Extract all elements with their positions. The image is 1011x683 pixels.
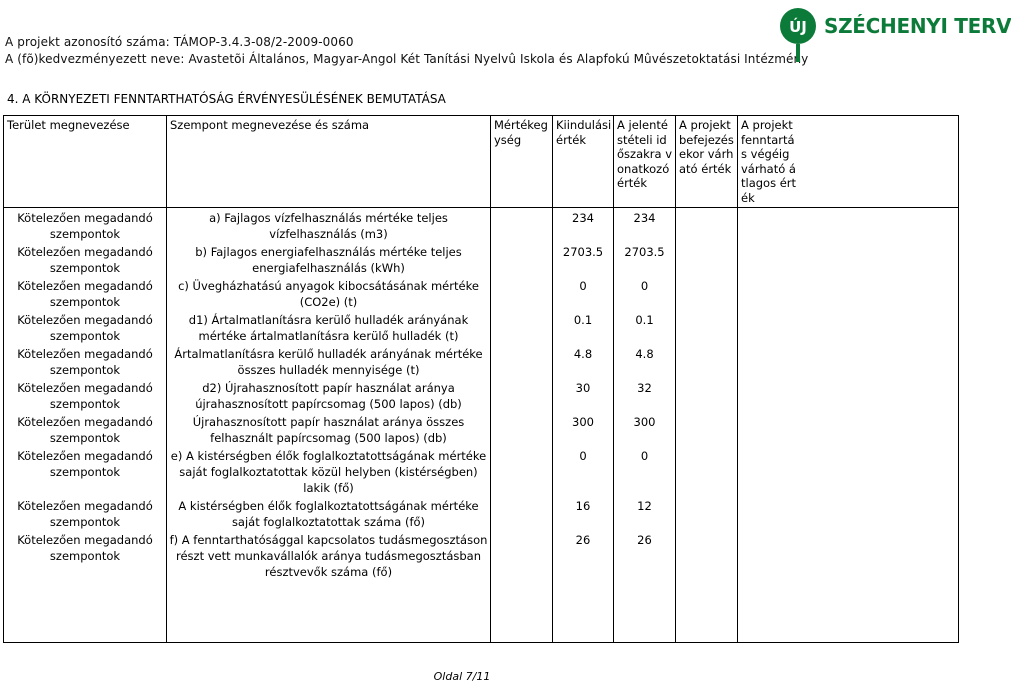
- end-value-cell: [676, 446, 738, 496]
- criterion-cell: b) Fajlagos energiafelhasználás mértéke teljes energiafelhasználás (kWh): [167, 242, 491, 276]
- period-value-cell: 0.1: [614, 310, 676, 344]
- col-header-criterion: Szempont megnevezése és száma: [167, 116, 491, 208]
- col-header-period: A jelentéstételi időszakra vonatkozó érték: [614, 116, 676, 208]
- baseline-value-cell: 16: [553, 496, 614, 530]
- area-cell: Kötelezően megadandó szempontok: [4, 446, 167, 496]
- period-value-cell: 26: [614, 530, 676, 580]
- uj-emblem-icon: [776, 4, 822, 64]
- empty-cell: [491, 580, 553, 643]
- period-value-cell: 300: [614, 412, 676, 446]
- logo-wordmark: SZÉCHENYI TERV: [824, 14, 1011, 38]
- baseline-value-cell: 234: [553, 208, 614, 243]
- col-header-baseline: Kiindulási érték: [553, 116, 614, 208]
- area-cell: Kötelezően megadandó szempontok: [4, 242, 167, 276]
- period-value-cell: 12: [614, 496, 676, 530]
- area-cell: Kötelezően megadandó szempontok: [4, 208, 167, 243]
- period-value-cell: 0: [614, 446, 676, 496]
- criterion-cell: e) A kistérségben élők foglalkoztatottságának mértéke saját foglalkoztatottak közül helyben (kistérségben) lakik (fő): [167, 446, 491, 496]
- baseline-value-cell: 30: [553, 378, 614, 412]
- end-value-cell: [676, 412, 738, 446]
- table-row: [4, 310, 959, 344]
- area-cell: Kötelezően megadandó szempontok: [4, 276, 167, 310]
- page-number: Oldal 7/11: [433, 670, 491, 683]
- col-header-unit: Mértékegység: [491, 116, 553, 208]
- end-value-cell: [676, 310, 738, 344]
- empty-cell: [738, 580, 959, 643]
- table-row: [4, 344, 959, 378]
- period-value-cell: 234: [614, 208, 676, 243]
- empty-cell: [676, 580, 738, 643]
- avg-value-cell: [738, 446, 959, 496]
- criterion-cell: f) A fenntarthatósággal kapcsolatos tudásmegosztáson részt vett munkavállalók aránya tudásmegosztásban résztvevők száma (fő): [167, 530, 491, 580]
- criterion-cell: c) Üvegházhatású anyagok kibocsátásának mértéke (CO2e) (t): [167, 276, 491, 310]
- avg-value-cell: [738, 530, 959, 580]
- unit-cell: [491, 446, 553, 496]
- unit-cell: [491, 310, 553, 344]
- end-value-cell: [676, 496, 738, 530]
- sustainability-table: [3, 115, 959, 643]
- table-row: [4, 530, 959, 580]
- avg-value-cell: [738, 208, 959, 243]
- unit-cell: [491, 412, 553, 446]
- empty-cell: [4, 580, 167, 643]
- unit-cell: [491, 496, 553, 530]
- area-cell: Kötelezően megadandó szempontok: [4, 344, 167, 378]
- end-value-cell: [676, 344, 738, 378]
- unit-cell: [491, 530, 553, 580]
- table-row: [4, 378, 959, 412]
- table-row: [4, 496, 959, 530]
- end-value-cell: [676, 378, 738, 412]
- avg-value-cell: [738, 276, 959, 310]
- end-value-cell: [676, 208, 738, 243]
- criterion-cell: A kistérségben élők foglalkoztatottságának mértéke saját foglalkoztatottak száma (fő): [167, 496, 491, 530]
- avg-value-cell: [738, 496, 959, 530]
- period-value-cell: 0: [614, 276, 676, 310]
- period-value-cell: 32: [614, 378, 676, 412]
- unit-cell: [491, 208, 553, 243]
- avg-value-cell: [738, 242, 959, 276]
- end-value-cell: [676, 530, 738, 580]
- table-filler-row: [4, 580, 959, 643]
- criterion-cell: a) Fajlagos vízfelhasználás mértéke teljes vízfelhasználás (m3): [167, 208, 491, 243]
- avg-value-cell: [738, 344, 959, 378]
- unit-cell: [491, 276, 553, 310]
- baseline-value-cell: 2703.5: [553, 242, 614, 276]
- szechenyi-terv-logo: [776, 4, 1011, 64]
- avg-value-cell: [738, 412, 959, 446]
- table-row: [4, 276, 959, 310]
- baseline-value-cell: 0: [553, 276, 614, 310]
- area-cell: Kötelezően megadandó szempontok: [4, 496, 167, 530]
- unit-cell: [491, 344, 553, 378]
- area-cell: Kötelezően megadandó szempontok: [4, 412, 167, 446]
- col-header-end: A projekt befejezésekor várható érték: [676, 116, 738, 208]
- table-row: [4, 412, 959, 446]
- baseline-value-cell: 26: [553, 530, 614, 580]
- area-cell: Kötelezően megadandó szempontok: [4, 530, 167, 580]
- col-header-avg: A projekt fenntartás végéig várható átlagos érték: [738, 116, 959, 208]
- criterion-cell: Újrahasznosított papír használat aránya összes felhasznált papírcsomag (500 lapos) (db): [167, 412, 491, 446]
- unit-cell: [491, 242, 553, 276]
- baseline-value-cell: 0: [553, 446, 614, 496]
- area-cell: Kötelezően megadandó szempontok: [4, 378, 167, 412]
- baseline-value-cell: 4.8: [553, 344, 614, 378]
- empty-cell: [553, 580, 614, 643]
- beneficiary-name-line: A (fõ)kedvezményezett neve: Avastetõi Általános, Magyar-Angol Két Tanítási Nyelvû Iskola és Alapfokú Mûvészetoktatási Intézmény: [5, 52, 809, 66]
- project-id-line: A projekt azonosító száma: TÁMOP-3.4.3-08/2-2009-0060: [5, 35, 354, 49]
- criterion-cell: Ártalmatlanításra kerülő hulladék arányának mértéke összes hulladék mennyisége (t): [167, 344, 491, 378]
- criterion-cell: d1) Ártalmatlanításra kerülő hulladék arányának mértéke ártalmatlanításra kerülő hulladék (t): [167, 310, 491, 344]
- area-cell: Kötelezően megadandó szempontok: [4, 310, 167, 344]
- svg-text:ÚJ: ÚJ: [789, 18, 807, 36]
- baseline-value-cell: 300: [553, 412, 614, 446]
- empty-cell: [167, 580, 491, 643]
- baseline-value-cell: 0.1: [553, 310, 614, 344]
- table-row: [4, 242, 959, 276]
- criterion-cell: d2) Újrahasznosított papír használat aránya újrahasznosított papírcsomag (500 lapos) (db): [167, 378, 491, 412]
- end-value-cell: [676, 242, 738, 276]
- period-value-cell: 4.8: [614, 344, 676, 378]
- period-value-cell: 2703.5: [614, 242, 676, 276]
- end-value-cell: [676, 276, 738, 310]
- table-row: [4, 446, 959, 496]
- empty-cell: [614, 580, 676, 643]
- section-title: 4. A KÖRNYEZETI FENNTARTHATÓSÁG ÉRVÉNYESÜLÉSÉNEK BEMUTATÁSA: [7, 92, 446, 106]
- table-row: [4, 208, 959, 243]
- unit-cell: [491, 378, 553, 412]
- avg-value-cell: [738, 378, 959, 412]
- avg-value-cell: [738, 310, 959, 344]
- col-header-area: Terület megnevezése: [4, 116, 167, 208]
